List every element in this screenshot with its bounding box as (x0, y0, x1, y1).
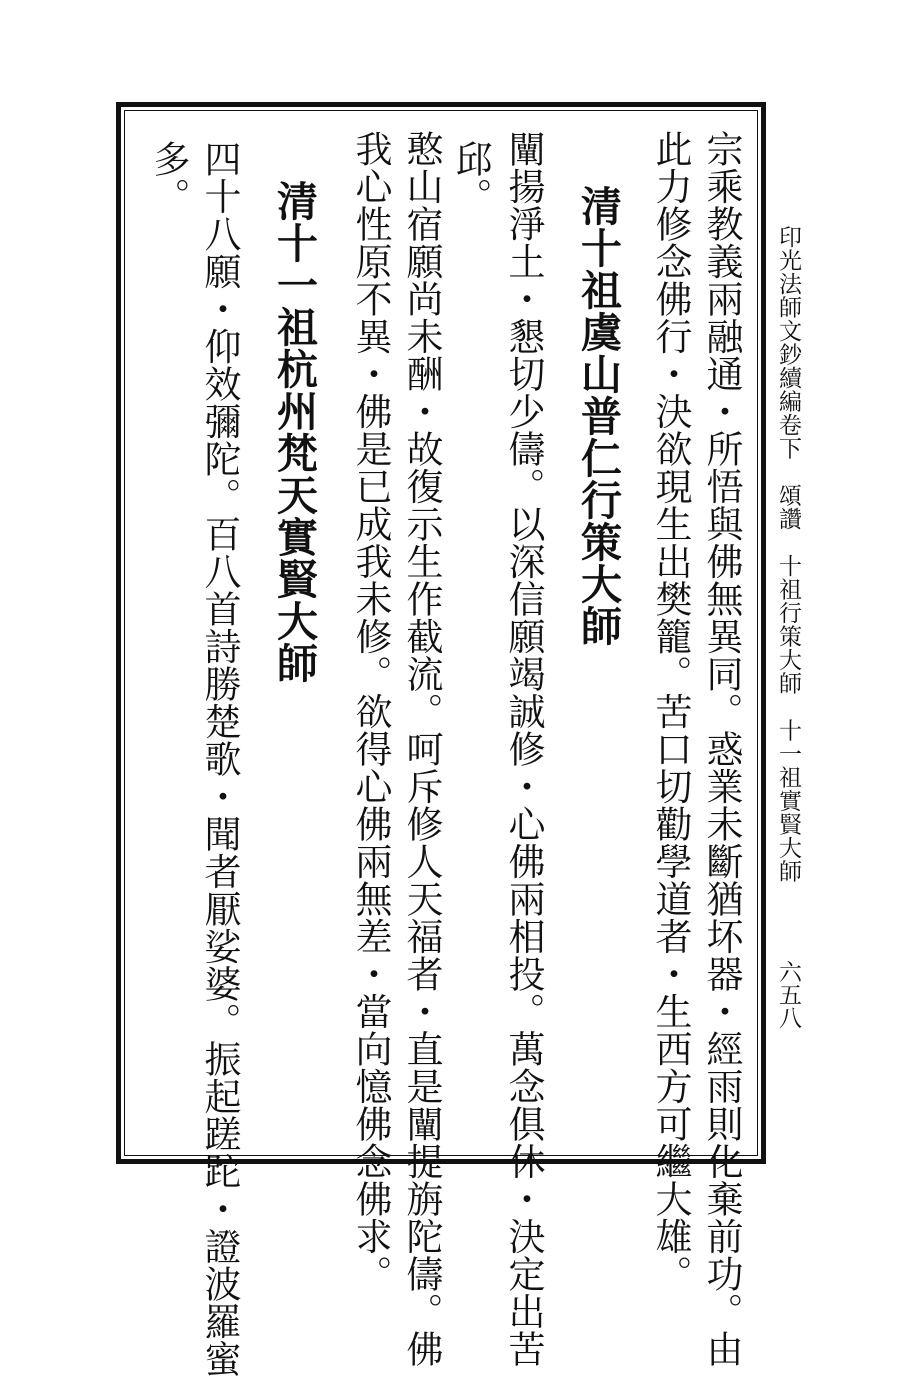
text-column-1: 宗乘教義兩融通・所悟與佛無異同。惑業未斷猶坏器・經雨則化棄前功。由 (700, 130, 743, 1368)
text-column-10: 多。 (147, 140, 190, 215)
running-header: 印光法師文鈔續編卷下 頌讚 十祖行策大師 十一祖實賢大師 (775, 225, 801, 883)
text-column-6: 憨山宿願尚未酬・故復示生作截流。呵斥修人天福者・直是闡提旃陀儔。佛 (400, 130, 443, 1368)
text-column-2: 此力修念佛行・決欲現生出樊籠。苦口切勸學道者・生西方可繼大雄。 (649, 130, 692, 1293)
section-heading-master-10: 清十祖虞山普仁行策大師 (574, 185, 622, 647)
text-column-4: 邱。 (449, 140, 492, 215)
text-column-5: 闡揚淨土・懇切少儔。以深信願竭誠修・心佛兩相投。萬念俱休・決定出苦 (502, 130, 545, 1368)
page-number: 六五八 (775, 960, 801, 1029)
text-column-7: 我心性原不異・佛是已成我未修。欲得心佛兩無差・當向憶佛念佛求。 (349, 130, 392, 1293)
section-heading-master-11: 清十一祖杭州梵天實賢大師 (270, 180, 318, 684)
text-column-9: 四十八願・仰效彌陀。百八首詩勝楚歌・聞者厭娑婆。振起蹉跎・證波羅蜜 (198, 140, 241, 1378)
